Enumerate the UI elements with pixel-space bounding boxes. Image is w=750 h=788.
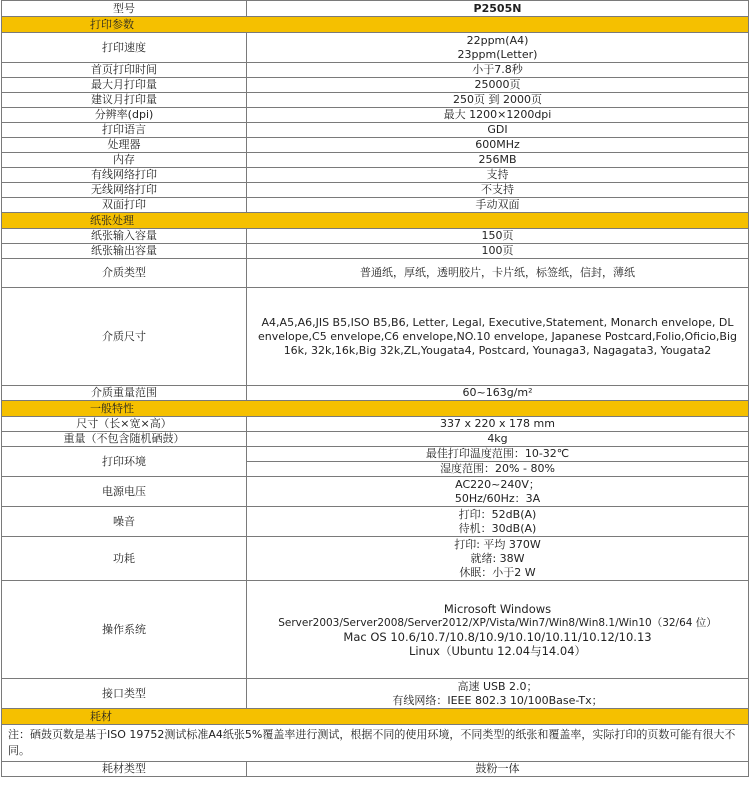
spec-row <box>2 537 749 581</box>
row-value <box>247 679 749 709</box>
value-line: 50Hz/60Hz：3A <box>454 491 541 505</box>
spec-row <box>2 153 749 168</box>
spec-row <box>2 198 749 213</box>
row-label: 纸张输入容量 <box>2 229 247 244</box>
row-value: 普通纸，厚纸，透明胶片，卡片纸，标签纸，信封，薄纸 <box>247 259 749 288</box>
row-label: 首页打印时间 <box>2 63 247 78</box>
spec-row <box>2 288 749 386</box>
spec-row <box>2 33 749 63</box>
row-label: 纸张输出容量 <box>2 244 247 259</box>
row-label: 电源电压 <box>2 477 247 507</box>
row-value: 60~163g/m² <box>247 386 749 401</box>
row-value: 最大 1200×1200dpi <box>247 108 749 123</box>
spec-row <box>2 123 749 138</box>
spec-row <box>2 108 749 123</box>
spec-row <box>2 244 749 259</box>
spec-row <box>2 138 749 153</box>
row-label: 介质类型 <box>2 259 247 288</box>
value-line: AC220~240V； <box>455 477 540 491</box>
row-value: 4kg <box>247 432 749 447</box>
section-title: 纸张处理 <box>2 213 749 229</box>
value-line: 23ppm(Letter) <box>457 47 538 61</box>
row-label: 耗材类型 <box>2 762 247 777</box>
row-value: 100页 <box>247 244 749 259</box>
row-label: 打印环境 <box>2 447 247 477</box>
row-value: 鼓粉一体 <box>247 762 749 777</box>
row-label: 有线网络打印 <box>2 168 247 183</box>
header-label: 型号 <box>2 1 247 17</box>
spec-row <box>2 762 749 777</box>
value-line: Linux（Ubuntu 12.04与14.04） <box>408 643 587 658</box>
spec-row <box>2 507 749 537</box>
header-row <box>2 1 749 17</box>
spec-row <box>2 168 749 183</box>
section-title: 耗材 <box>2 709 749 725</box>
spec-row <box>2 447 749 462</box>
value-line: 有线网络：IEEE 802.3 10/100Base-Tx； <box>392 693 603 707</box>
row-value: 250页 到 2000页 <box>247 93 749 108</box>
row-value: 25000页 <box>247 78 749 93</box>
row-value <box>247 507 749 537</box>
row-label: 功耗 <box>2 537 247 581</box>
spec-row <box>2 78 749 93</box>
row-label: 介质尺寸 <box>2 288 247 386</box>
value-line: Server2003/Server2008/Server2012/XP/Vista/Win7/Win8/Win8.1/Win10（32/64 位） <box>278 616 717 629</box>
row-value: 小于7.8秒 <box>247 63 749 78</box>
row-label: 双面打印 <box>2 198 247 213</box>
section-print <box>2 17 749 33</box>
row-value: GDI <box>247 123 749 138</box>
note-row <box>2 725 749 762</box>
row-label: 打印速度 <box>2 33 247 63</box>
row-value: 600MHz <box>247 138 749 153</box>
row-value: 256MB <box>247 153 749 168</box>
row-value <box>247 33 749 63</box>
spec-row <box>2 581 749 679</box>
row-label: 最大月打印量 <box>2 78 247 93</box>
row-value: 手动双面 <box>247 198 749 213</box>
row-label: 接口类型 <box>2 679 247 709</box>
row-label: 无线网络打印 <box>2 183 247 198</box>
spec-table <box>1 0 749 777</box>
row-value: 支持 <box>247 168 749 183</box>
section-consumables <box>2 709 749 725</box>
row-value <box>247 581 749 679</box>
row-value: 337 x 220 x 178 mm <box>247 417 749 432</box>
row-label: 重量（不包含随机硒鼓） <box>2 432 247 447</box>
section-title: 一般特性 <box>2 401 749 417</box>
row-value: 湿度范围：20% - 80% <box>247 462 749 477</box>
value-line: Mac OS 10.6/10.7/10.8/10.9/10.10/10.11/10.12/10.13 <box>343 629 652 644</box>
row-label: 噪音 <box>2 507 247 537</box>
row-label: 内存 <box>2 153 247 168</box>
value-line: 打印：52dB(A) <box>458 507 537 521</box>
model-name: P2505N <box>247 1 749 17</box>
value-line: 休眠：小于2 W <box>459 565 536 579</box>
section-paper <box>2 213 749 229</box>
row-label: 分辨率(dpi) <box>2 108 247 123</box>
section-title: 打印参数 <box>2 17 749 33</box>
value-line: 待机：30dB(A) <box>458 521 537 535</box>
row-label: 尺寸（长×宽×高） <box>2 417 247 432</box>
spec-row <box>2 679 749 709</box>
value-line: 打印: 平均 370W <box>454 537 541 551</box>
value-line: 高速 USB 2.0； <box>457 679 538 693</box>
value-line: 就绪: 38W <box>470 551 525 565</box>
spec-row <box>2 432 749 447</box>
spec-row <box>2 229 749 244</box>
row-value: 150页 <box>247 229 749 244</box>
value-line: 22ppm(A4) <box>466 33 529 47</box>
section-general <box>2 401 749 417</box>
row-value <box>247 477 749 507</box>
spec-row <box>2 259 749 288</box>
spec-row <box>2 386 749 401</box>
row-label: 打印语言 <box>2 123 247 138</box>
value-line: Microsoft Windows <box>443 601 552 616</box>
row-value: 不支持 <box>247 183 749 198</box>
row-label: 介质重量范围 <box>2 386 247 401</box>
spec-row <box>2 477 749 507</box>
footnote: 注：硒鼓页数是基于ISO 19752测试标准A4纸张5%覆盖率进行测试，根据不同的使用环境，不同类型的纸张和覆盖率，实际打印的页数可能有很大不同。 <box>2 725 749 762</box>
spec-row <box>2 417 749 432</box>
spec-row <box>2 63 749 78</box>
row-label: 建议月打印量 <box>2 93 247 108</box>
spec-row <box>2 183 749 198</box>
spec-row <box>2 93 749 108</box>
row-label: 操作系统 <box>2 581 247 679</box>
row-value: 最佳打印温度范围：10-32℃ <box>247 447 749 462</box>
row-label: 处理器 <box>2 138 247 153</box>
row-value <box>247 537 749 581</box>
row-value: A4,A5,A6,JIS B5,ISO B5,B6, Letter, Legal, Executive,Statement, Monarch envelope, DL envelope,C5 envelope,C6 envelope,NO.10 envelope, Japanese Postcard,Folio,Oficio,Big 16k, 32k,16k,Big 32k,ZL,Yougata4, Postcard, Younaga3, Nagagata3, Yougata2 <box>247 288 749 386</box>
